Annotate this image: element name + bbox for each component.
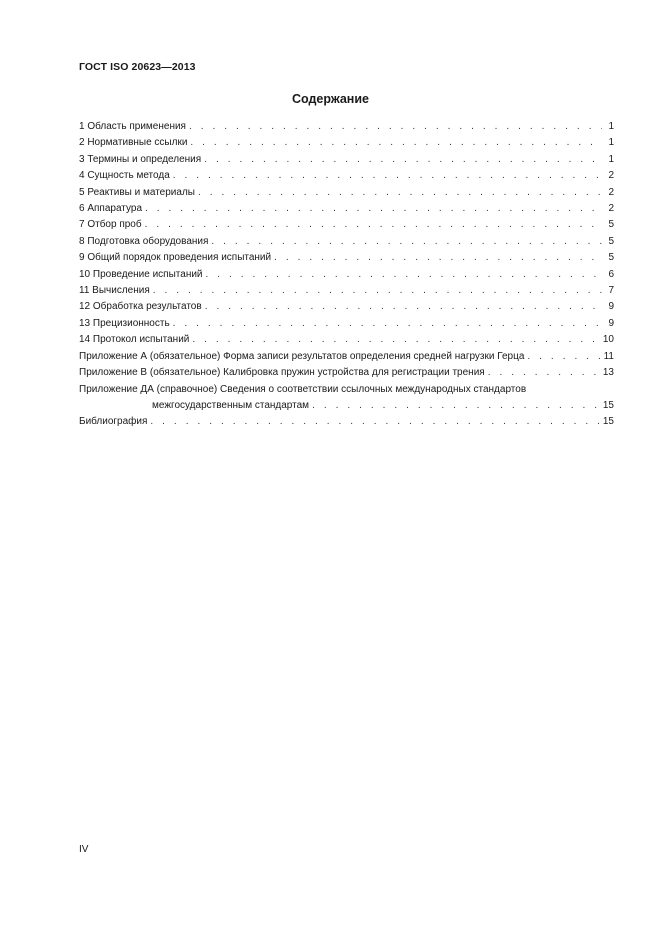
dot-leader [206, 267, 602, 283]
dot-leader [312, 398, 600, 414]
toc-entry[interactable] [79, 299, 614, 315]
dot-leader [153, 283, 602, 299]
toc-entry-label: 4 Сущность метода [79, 170, 170, 182]
toc-entry-label: 1 Область применения [79, 121, 186, 132]
toc-entry[interactable] [79, 365, 614, 381]
dot-leader [189, 119, 602, 135]
toc-entry-page: 13 [602, 367, 614, 379]
toc-entry-label: 13 Прецизионность [79, 317, 170, 329]
toc-entry-page: 7 [608, 285, 614, 297]
toc-entry[interactable] [79, 267, 614, 283]
dot-leader [145, 201, 602, 217]
toc-entry-page: 1 [608, 121, 614, 132]
toc-entry-page: 9 [608, 301, 614, 313]
toc-entry-label: Приложение А (обязательное) Форма записи результатов определения средней нагрузки Герца [79, 350, 525, 362]
dot-leader [488, 365, 600, 381]
toc-entry-label: Библиография [79, 416, 148, 428]
dot-leader [173, 316, 602, 332]
toc-entry-label-line2: межгосударственным стандартам [152, 399, 310, 411]
toc-entry-label: 12 Обработка результатов [79, 301, 202, 313]
toc-entry[interactable] [79, 349, 614, 365]
document-header: ГОСТ ISO 20623—2013 [79, 61, 196, 73]
dot-leader [198, 185, 602, 201]
toc-entry[interactable] [79, 234, 614, 250]
toc-entry[interactable] [79, 332, 614, 348]
dot-leader [150, 414, 599, 430]
toc-entry-bibliography[interactable] [79, 414, 614, 430]
dot-leader [205, 299, 602, 315]
toc-entry[interactable] [79, 152, 614, 168]
toc-entry-label: 9 Общий порядок проведения испытаний [79, 252, 272, 264]
toc-entry-label: 11 Вычисления [79, 285, 150, 297]
toc-entry-label: 7 Отбор проб [79, 219, 142, 231]
dot-leader [274, 250, 602, 266]
toc-entry-label: 8 Подготовка оборудования [79, 235, 209, 247]
toc-entry-page: 5 [608, 219, 614, 231]
page-number: IV [79, 844, 89, 855]
toc-entry[interactable] [79, 135, 614, 151]
dot-leader [173, 168, 602, 184]
toc-entry-page: 15 [602, 399, 614, 411]
table-of-contents [79, 119, 614, 431]
toc-entry-page: 1 [608, 153, 614, 165]
toc-title: Содержание [291, 92, 369, 106]
toc-entry-page: 2 [608, 186, 614, 198]
toc-entry-label: 5 Реактивы и материалы [79, 186, 195, 198]
toc-entry-page: 2 [608, 203, 614, 215]
dot-leader [204, 152, 602, 168]
dot-leader [190, 135, 602, 151]
toc-entry[interactable] [79, 185, 614, 201]
toc-entry-page: 5 [608, 252, 614, 264]
toc-entry[interactable] [79, 217, 614, 233]
toc-entry[interactable] [79, 119, 614, 135]
toc-entry-label: 2 Нормативные ссылки [79, 137, 188, 149]
toc-entry-page: 11 [603, 350, 614, 362]
dot-leader [145, 217, 602, 233]
toc-entry-label: 10 Проведение испытаний [79, 268, 203, 280]
toc-entry[interactable] [79, 250, 614, 266]
toc-entry-label: 3 Термины и определения [79, 153, 202, 165]
toc-entry-page: 5 [608, 235, 614, 247]
dot-leader [211, 234, 602, 250]
toc-entry-page: 6 [608, 268, 614, 280]
toc-entry-appendix-da[interactable] [79, 382, 614, 415]
toc-entry-label-line1: Приложение ДА (справочное) Сведения о соответствии ссылочных международных стандартов [79, 383, 527, 395]
toc-entry[interactable] [79, 168, 614, 184]
toc-entry-page: 9 [608, 317, 614, 329]
toc-entry-label: 14 Протокол испытаний [79, 334, 190, 346]
dot-leader [192, 332, 599, 348]
toc-entry-page: 15 [602, 416, 614, 428]
toc-entry-page: 2 [608, 170, 614, 182]
toc-entry-page: 1 [608, 137, 614, 149]
toc-entry-label: 6 Аппаратура [79, 203, 143, 215]
dot-leader [527, 349, 600, 365]
toc-entry[interactable] [79, 201, 614, 217]
toc-entry[interactable] [79, 283, 614, 299]
toc-entry[interactable] [79, 316, 614, 332]
toc-entry-label: Приложение В (обязательное) Калибровка пружин устройства для регистрации трения [79, 367, 485, 379]
toc-entry-page: 10 [602, 334, 614, 346]
